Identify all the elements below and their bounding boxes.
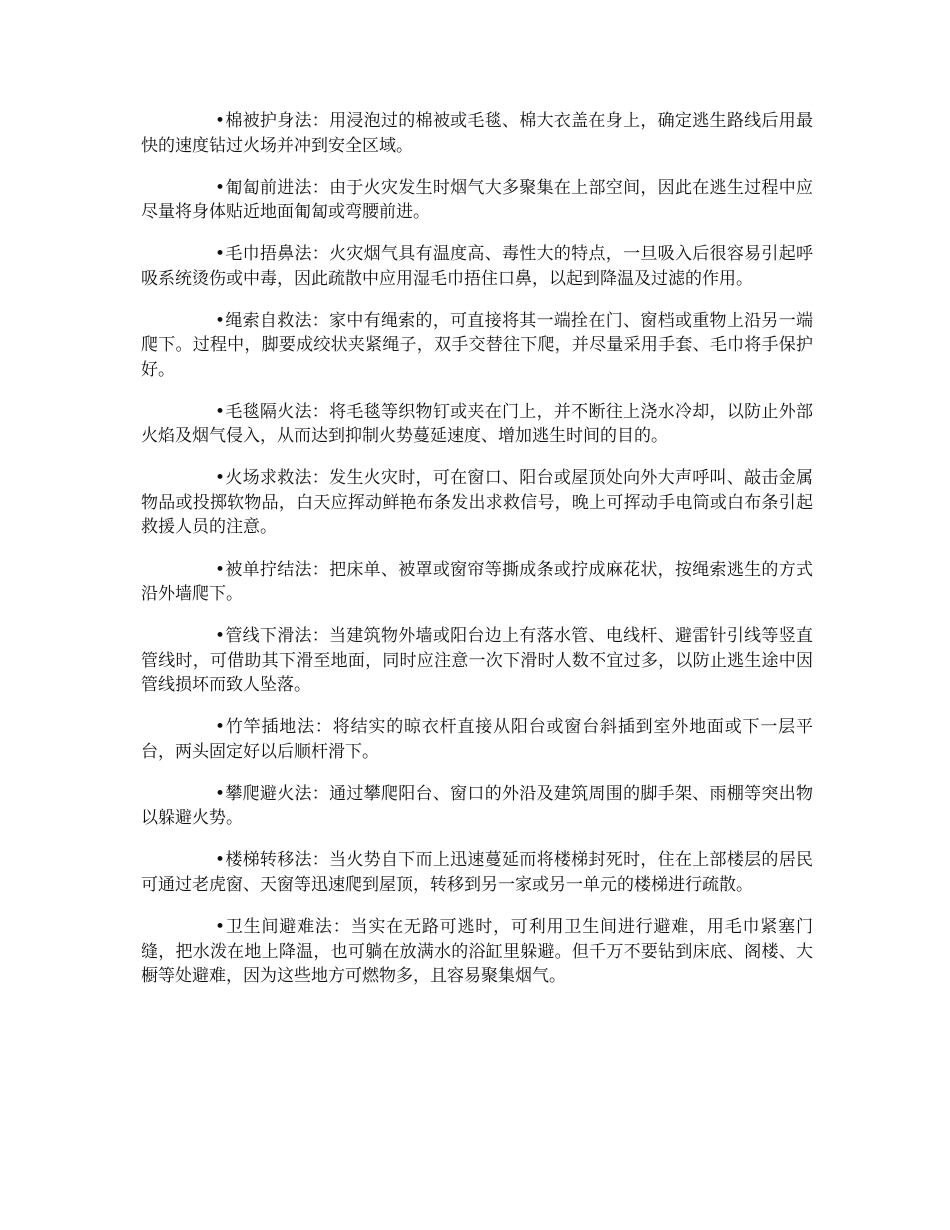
- paragraph-call-for-help: •火场求救法：发生火灾时，可在窗口、阳台或屋顶处向外大声呼叫、敲击金属物品或投掷软物品，白天应挥动鲜艳布条发出求救信号，晚上可挥动手电筒或白布条引起救援人员的注意。: [141, 468, 813, 538]
- paragraph-rope-rescue: •绳索自救法：家中有绳索的，可直接将其一端拴在门、窗档或重物上沿另一端爬下。过程中，脚要成绞状夹紧绳子，双手交替往下爬，并尽量采用手套、毛巾将手保护好。: [141, 310, 813, 380]
- paragraph-bathroom-shelter: •卫生间避难法：当实在无路可逃时，可利用卫生间进行避难，用毛巾紧塞门缝，把水泼在地上降温，也可躺在放满水的浴缸里躲避。但千万不要钻到床底、阁楼、大橱等处避难，因为这些地方可燃物多，且容易聚集烟气。: [141, 917, 813, 987]
- paragraph-climb-avoid: •攀爬避火法：通过攀爬阳台、窗口的外沿及建筑周围的脚手架、雨棚等突出物以躲避火势。: [141, 783, 813, 829]
- document-body: [141, 109, 813, 1006]
- paragraph-blanket-barrier: •毛毯隔火法：将毛毯等织物钉或夹在门上，并不断往上浇水冷却，以防止外部火焰及烟气侵入，从而达到抑制火势蔓延速度、增加逃生时间的目的。: [141, 401, 813, 447]
- paragraph-crawl-forward: •匍匐前进法：由于火灾发生时烟气大多聚集在上部空间，因此在逃生过程中应尽量将身体贴近地面匍匐或弯腰前进。: [141, 177, 813, 223]
- paragraph-cotton-quilt: •棉被护身法：用浸泡过的棉被或毛毯、棉大衣盖在身上，确定逃生路线后用最快的速度钻过火场并冲到安全区域。: [141, 111, 813, 156]
- paragraph-sheet-knot: •被单拧结法：把床单、被罩或窗帘等撕成条或拧成麻花状，按绳索逃生的方式沿外墙爬下。: [141, 559, 813, 605]
- paragraph-towel-nose: •毛巾捂鼻法：火灾烟气具有温度高、毒性大的特点，一旦吸入后很容易引起呼吸系统烫伤或中毒，因此疏散中应用湿毛巾捂住口鼻，以起到降温及过滤的作用。: [141, 244, 813, 289]
- paragraph-bamboo-pole: •竹竿插地法：将结实的晾衣杆直接从阳台或窗台斜插到室外地面或下一层平台，两头固定好以后顺杆滑下。: [141, 717, 813, 762]
- paragraph-pipe-slide: •管线下滑法：当建筑物外墙或阳台边上有落水管、电线杆、避雷针引线等竖直管线时，可借助其下滑至地面，同时应注意一次下滑时人数不宜过多，以防止逃生途中因管线损坏而致人坠落。: [141, 626, 813, 696]
- paragraph-stair-transfer: •楼梯转移法：当火势自下而上迅速蔓延而将楼梯封死时，住在上部楼层的居民可通过老虎窗、天窗等迅速爬到屋顶，转移到另一家或另一单元的楼梯进行疏散。: [141, 850, 813, 895]
